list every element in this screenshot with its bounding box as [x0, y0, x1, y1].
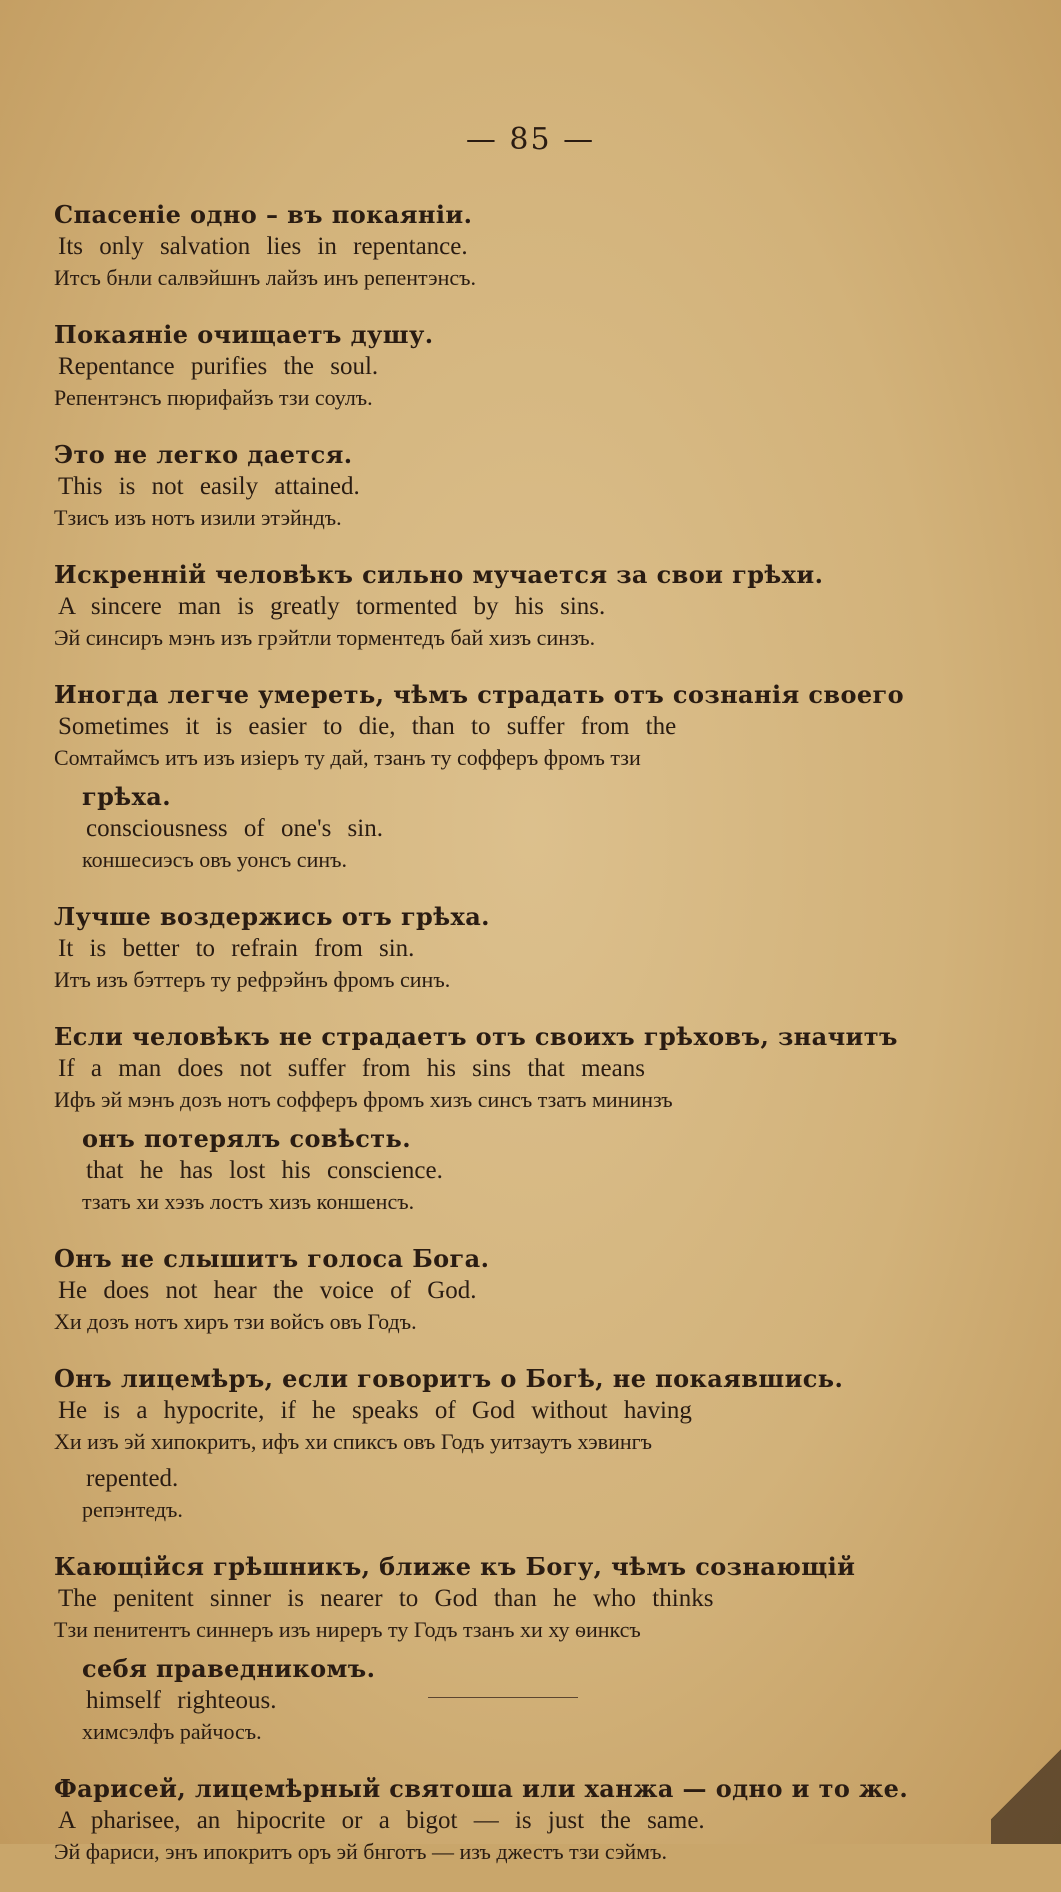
english-phrase-cont: repented. — [86, 1465, 179, 1492]
russian-phrase: Онъ не слышитъ голоса Бога. — [54, 1244, 490, 1273]
transliteration: Итсъ бнли салвэйшнъ лайзъ инъ репентэнсъ. — [54, 265, 477, 290]
transliteration: Итъ изъ бэттеръ ту рефрэйнъ фромъ синъ. — [54, 967, 451, 992]
transliteration-cont: коншесиэсъ овъ уонсъ синъ. — [82, 847, 347, 872]
continuation — [54, 1652, 934, 1748]
russian-phrase: Это не легко дается. — [54, 440, 353, 469]
russian-phrase: Кающійся грѣшникъ, ближе къ Богу, чѣмъ сознающій — [54, 1552, 856, 1581]
phrase-entry-11 — [54, 1772, 934, 1868]
english-phrase: He does not hear the voice of God. — [58, 1277, 477, 1304]
transliteration-cont: тзатъ хи хэзъ лостъ хизъ коншенсъ. — [82, 1189, 415, 1214]
transliteration: Репентэнсъ пюрифайзъ тзи соулъ. — [54, 385, 373, 410]
english-phrase: Sometimes it is easier to die, than to suffer from the — [58, 713, 677, 740]
transliteration: Ифъ эй мэнъ дозъ нотъ софферъ фромъ хизъ синсъ тзатъ мининзъ — [54, 1087, 673, 1112]
english-phrase: It is better to refrain from sin. — [58, 935, 415, 962]
phrase-list — [54, 198, 934, 1892]
phrase-entry-4 — [54, 558, 934, 654]
phrase-entry-10 — [54, 1550, 934, 1748]
continuation — [54, 780, 934, 876]
transliteration-cont: репэнтедъ. — [82, 1497, 183, 1522]
page-corner-stain — [991, 1724, 1061, 1844]
russian-phrase: Фарисей, лицемѣрный святоша или ханжа — одно и то же. — [54, 1774, 909, 1803]
english-phrase: A pharisee, an hipocrite or a bigot — is just the same. — [58, 1807, 705, 1834]
russian-phrase-cont: грѣха. — [82, 782, 171, 811]
russian-phrase: Искренній человѣкъ сильно мучается за свои грѣхи. — [54, 560, 824, 589]
transliteration: Сомтаймсъ итъ изъ изіеръ ту дай, тзанъ ту софферъ фромъ тзи — [54, 745, 641, 770]
english-phrase-cont: himself righteous. — [86, 1687, 277, 1714]
transliteration: Эй фариси, энъ ипокритъ оръ эй бнготъ — изъ джестъ тзи сэймъ. — [54, 1839, 667, 1864]
transliteration: Эй синсиръ мэнъ изъ грэйтли торментедъ бай хизъ синзъ. — [54, 625, 596, 650]
english-phrase: This is not easily attained. — [58, 473, 360, 500]
transliteration: Хи дозъ нотъ хиръ тзи войсъ овъ Годъ. — [54, 1309, 417, 1334]
russian-phrase: Покаяніе очищаетъ душу. — [54, 320, 434, 349]
russian-phrase: Лучше воздержись отъ грѣха. — [54, 902, 490, 931]
phrase-entry-3 — [54, 438, 934, 534]
phrase-entry-1 — [54, 198, 934, 294]
continuation — [54, 1464, 934, 1526]
phrase-entry-8 — [54, 1242, 934, 1338]
transliteration: Тзи пенитентъ синнеръ изъ ниреръ ту Годъ тзанъ хи ху ѳинксъ — [54, 1617, 641, 1642]
english-phrase: A sincere man is greatly tormented by his sins. — [58, 593, 606, 620]
russian-phrase-cont: себя праведникомъ. — [82, 1654, 376, 1683]
english-phrase: He is a hypocrite, if he speaks of God without having — [58, 1397, 692, 1424]
phrase-entry-2 — [54, 318, 934, 414]
russian-phrase: Онъ лицемѣръ, если говоритъ о Богѣ, не покаявшись. — [54, 1364, 844, 1393]
english-phrase: The penitent sinner is nearer to God than he who thinks — [58, 1585, 714, 1612]
transliteration-cont: химсэлфъ райчосъ. — [82, 1719, 262, 1744]
english-phrase-cont: consciousness of one's sin. — [86, 815, 383, 842]
transliteration: Хи изъ эй хипокритъ, ифъ хи спиксъ овъ Годъ уитзаутъ хэвингъ — [54, 1429, 653, 1454]
end-rule — [428, 1697, 578, 1698]
phrase-entry-5 — [54, 678, 934, 876]
russian-phrase: Если человѣкъ не страдаетъ отъ своихъ грѣховъ, значитъ — [54, 1022, 898, 1051]
russian-phrase: Спасеніе одно – въ покаяніи. — [54, 200, 473, 229]
phrase-entry-9 — [54, 1362, 934, 1526]
phrase-entry-6 — [54, 900, 934, 996]
russian-phrase: Иногда легче умереть, чѣмъ страдать отъ сознанія своего — [54, 680, 905, 709]
phrase-entry-7 — [54, 1020, 934, 1218]
english-phrase-cont: that he has lost his conscience. — [86, 1157, 443, 1184]
russian-phrase-cont: онъ потерялъ совѣсть. — [82, 1124, 411, 1153]
page-number: — 85 — — [465, 122, 596, 157]
english-phrase: Its only salvation lies in repentance. — [58, 233, 468, 260]
english-phrase: If a man does not suffer from his sins that means — [58, 1055, 645, 1082]
english-phrase: Repentance purifies the soul. — [58, 353, 379, 380]
transliteration: Тзисъ изъ нотъ изили этэйндъ. — [54, 505, 342, 530]
continuation — [54, 1122, 934, 1218]
